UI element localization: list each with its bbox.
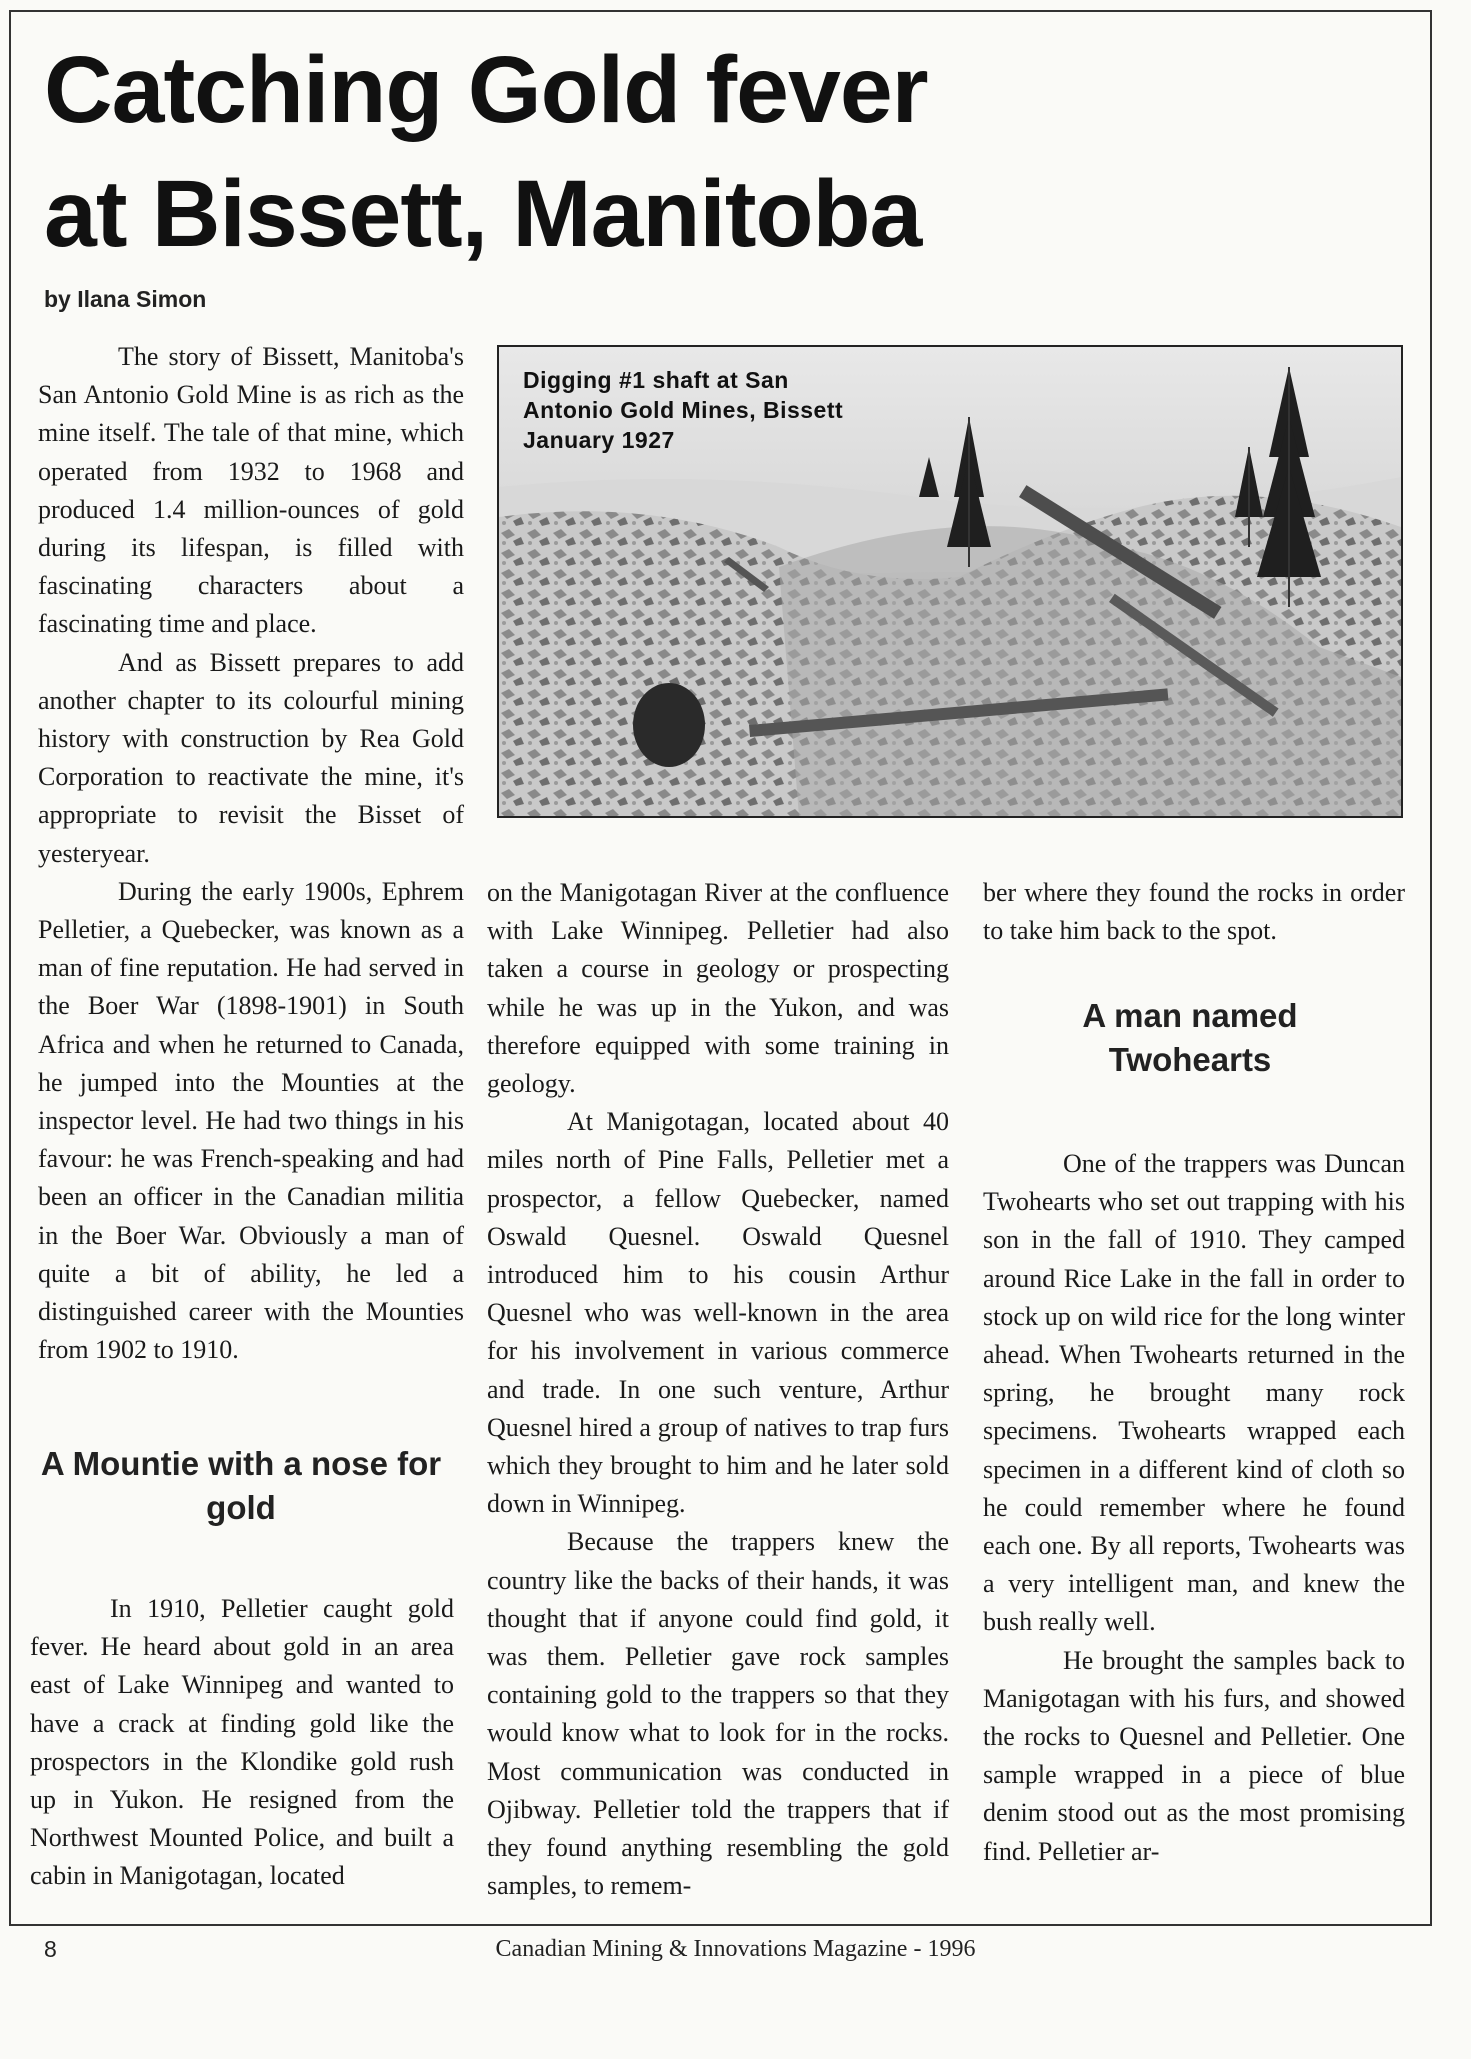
- column-1-top: [38, 338, 464, 1369]
- column-3-bottom: [983, 1145, 1405, 1871]
- mine-photo: [497, 345, 1403, 818]
- magazine-footer: Canadian Mining & Innovations Magazine - 1996: [495, 1936, 976, 1962]
- photo-caption: Digging #1 shaft at San Antonio Gold Mines, Bissett January 1927: [523, 367, 844, 453]
- subheading-twohearts: A man named Twohearts: [1082, 997, 1298, 1078]
- paragraph: During the early 1900s, Ephrem Pelletier, a Quebecker, was known as a man of fine reputation. He had served in the Boer War (1898-1901) in South Africa and when he returned to Canada, he jumped into the Mounties at the inspector level. He had two things in his favour: he was French-speaking and had been an officer in the Canadian militia in the Boer War. Obviously a man of quite a bit of ability, he led a distinguished career with the Mounties from 1902 to 1910.: [38, 876, 464, 1365]
- byline: by Ilana Simon: [44, 286, 207, 312]
- column-2: [487, 874, 949, 1905]
- paragraph: In 1910, Pelletier caught gold fever. He heard about gold in an area east of Lake Winnipeg and wanted to have a crack at finding gold like the prospectors in the Klondike gold rush up in Yukon. He resigned from the Northwest Mounted Police, and built a cabin in Manigotagan, located: [30, 1594, 454, 1891]
- paragraph: Because the trappers knew the country like the backs of their hands, it was thought that if anyone could find gold, it was them. Pelletier gave rock samples containing gold to the trappers so that they would know what to look for in the rocks. Most communication was conducted in Ojibway. Pelletier told the trappers that if they found anything resembling the gold samples, to remem-: [487, 1527, 949, 1901]
- paragraph: At Manigotagan, located about 40 miles north of Pine Falls, Pelletier met a prospector, a fellow Quebecker, named Oswald Quesnel. Oswald Quesnel introduced him to his cousin Arthur Quesnel who was well-known in the area for his involvement in various commerce and trade. In one such venture, Arthur Quesnel hired a group of natives to trap furs which they brought to him and he later sold down in Winnipeg.: [487, 1107, 949, 1519]
- page-number: 8: [44, 1936, 57, 1962]
- article-headline: [44, 28, 1044, 276]
- paragraph: He brought the samples back to Manigotagan with his furs, and showed the rocks to Quesnel and Pelletier. One sample wrapped in a piece of blue denim stood out as the most promising find. Pelletier ar-: [983, 1645, 1405, 1866]
- paragraph: And as Bissett prepares to add another chapter to its colourful mining history with construction by Rea Gold Corporation to reactivate the mine, it's appropriate to revisit the Bisset of yesteryear.: [38, 647, 464, 868]
- column-1-bottom: [30, 1590, 454, 1896]
- headline-line-1: Catching Gold fever: [44, 37, 928, 143]
- paragraph: on the Manigotagan River at the confluence with Lake Winnipeg. Pelletier had also taken a course in geology or prospecting while he was up in the Yukon, and was therefore equipped with some training in geology.: [487, 878, 949, 1099]
- headline-line-2: at Bissett, Manitoba: [44, 161, 922, 267]
- column-3-top: [983, 874, 1405, 950]
- paragraph: One of the trappers was Duncan Twohearts who set out trapping with his son in the fall of 1910. They camped around Rice Lake in the fall in order to stock up on wild rice for the long winter ahead. When Twohearts returned in the spring, he brought many rock specimens. Twohearts wrapped each specimen in a different kind of cloth so he could remember where he found each one. By all reports, Twohearts was a very intelligent man, and knew the bush really well.: [983, 1149, 1405, 1637]
- subheading-mountie: A Mountie with a nose for gold: [40, 1445, 442, 1526]
- paragraph: The story of Bissett, Manitoba's San Antonio Gold Mine is as rich as the mine itself. The tale of that mine, which operated from 1932 to 1968 and produced 1.4 million-ounces of gold during its lifespan, is filled with fascinating characters about a fascinating time and place.: [38, 342, 464, 639]
- paragraph: ber where they found the rocks in order to take him back to the spot.: [983, 878, 1405, 946]
